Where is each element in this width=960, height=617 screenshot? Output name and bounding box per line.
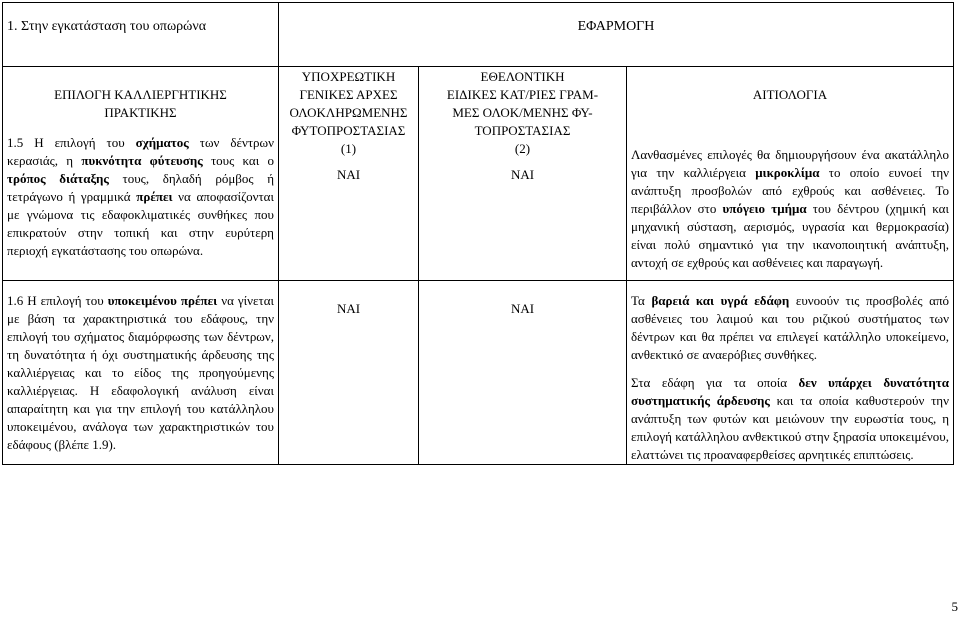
title-row [3, 3, 954, 67]
text-run: των δέντρων κερασιάς, η [7, 135, 274, 168]
voluntary-value-1-5: ΝΑΙ [510, 167, 535, 182]
justification-text-1-6 [631, 292, 949, 464]
document-table [2, 2, 954, 465]
bold-text-run: πρέπει [180, 293, 218, 308]
text-run: 1.5 Η επιλογή του [7, 135, 136, 150]
bold-text-run: μικροκλίμα [755, 165, 820, 180]
bold-text-run: πρέπει [136, 189, 173, 204]
voluntary-value-1-6: ΝΑΙ [419, 281, 627, 465]
text-run: ευνοούν τις προσβολές από ασθένειες του λαιμού και του ριζικού συστήματος των δέντρων και θα πρέπει να επιλεγεί κατάλληλο υποκείμενο, ανθεκτικό σε αναερόβιες συνθήκες. [631, 293, 950, 362]
text-run: του δέντρου (χημική και μηχανική σύσταση, αερισμός, υγρασία και θερμοκρασία) είναι πολύ σημαντικό για την ικανοποιητική ανάπτυξη, αντοχή σε εχθρούς και ασθένειες και παραγωγή. [631, 201, 949, 270]
mandatory-value-1-5: ΝΑΙ [336, 167, 361, 182]
practices-heading: ΕΠΙΛΟΓΗ ΚΑΛΛΙΕΡΓΗΤΙΚΗΣ ΠΡΑΚΤΙΚΗΣ [54, 87, 227, 120]
justification-paragraph [631, 292, 949, 364]
bold-text-run: σχήματος [135, 135, 189, 150]
practice-cell-2 [3, 281, 279, 465]
text-run: και τα οποία καθυστερούν την ανάπτυξη των φυτών και μειώνουν την ευρωστία τους, η επιλογή κατάλληλου ανθεκτικού στην ξηρασία υποκειμένου, ελαττώνει τις προαναφερθείσες αρνητικές επιπτώσεις. [631, 393, 949, 462]
bold-text-run: πυκνότητα φύτευσης [81, 153, 203, 168]
practice-text-1-5 [7, 134, 274, 260]
practice-text-1-6 [7, 292, 274, 454]
justification-cell-2 [627, 281, 954, 465]
text-run: Στα εδάφη για τα οποία [631, 375, 799, 390]
mandatory-heading: ΥΠΟΧΡΕΩΤΙΚΗ ΓΕΝΙΚΕΣ ΑΡΧΕΣ ΟΛΟΚΛΗΡΩΜΕΝΗΣ ΦΥΤΟΠΡΟΣΤΑΣΙΑΣ (1) [289, 69, 408, 156]
justification-cell-1 [627, 67, 954, 281]
justification-paragraph [631, 374, 949, 464]
voluntary-cell-1 [419, 67, 627, 281]
page-number: 5 [951, 599, 958, 614]
text-run: το οποίο ευνοεί την ανάπτυξη προσβολών από εχθρούς και ασθένειες. Το περιβάλλον στο [631, 165, 950, 216]
application-title: ΕΦΑΡΜΟΓΗ [279, 3, 954, 67]
text-run: τους, δηλαδή ρόμβος ή τετράγωνο ή γραμμικά [7, 171, 275, 204]
text-run: 1.6 Η επιλογή του [7, 293, 108, 308]
text-run: Λανθασμένες επιλογές θα δημιουργήσουν ένα ακατάλληλο για την καλλιέργεια [631, 147, 949, 180]
justification-text-1-5 [631, 146, 949, 272]
justification-heading: ΑΙΤΙΟΛΟΓΙΑ [752, 87, 828, 102]
bold-text-run: βαρειά και υγρά εδάφη [651, 293, 790, 308]
content-row-2 [3, 281, 954, 465]
bold-text-run: δεν υπάρχει δυνατότητα συστηματικής άρδευσης [631, 375, 949, 408]
bold-text-run: υποκειμένου [107, 293, 177, 308]
justification-paragraph [631, 146, 949, 272]
content-row-1 [3, 67, 954, 281]
voluntary-heading: ΕΘΕΛΟΝΤΙΚΗ ΕΙΔΙΚΕΣ ΚΑΤ/ΡΙΕΣ ΓΡΑΜ- ΜΕΣ ΟΛΟΚ/ΜΕΝΗΣ ΦΥ- ΤΟΠΡΟΣΤΑΣΙΑΣ (2) [446, 69, 599, 156]
bold-text-run: υπόγειο τμήμα [722, 201, 807, 216]
section-title: 1. Στην εγκατάσταση του οπωρώνα [3, 3, 279, 67]
text-run: τους και ο [202, 153, 274, 168]
text-run: να αποφασίζονται με γνώμονα τις εδαφοκλιματικές συνθήκες που επικρατούν στην τοπική και στην ευρύτερη περιοχή εγκατάστασης του οπωρώνα. [7, 189, 274, 258]
mandatory-value-1-6: ΝΑΙ [279, 281, 419, 465]
mandatory-cell-1 [279, 67, 419, 281]
practice-cell-1 [3, 67, 279, 281]
text-run: να γίνεται με βάση τα χαρακτηριστικά του εδάφους, την επιλογή του σχήματος διαμόρφωσης των δέντρων, τη δυνατότητα ή όχι συστηματικής άρδευσης της καλλιέργειας και το είδος της προηγούμενης καλλιέργειας. Η εδαφολογική ανάλυση είναι απαραίτητη και για την επιλογή του κατάλληλου υποκειμένου, ανάλογα των χαρακτηριστικών του εδάφους (βλέπε 1.9). [7, 293, 275, 452]
text-run: Τα [631, 293, 652, 308]
bold-text-run: τρόπος διάταξης [7, 171, 109, 186]
